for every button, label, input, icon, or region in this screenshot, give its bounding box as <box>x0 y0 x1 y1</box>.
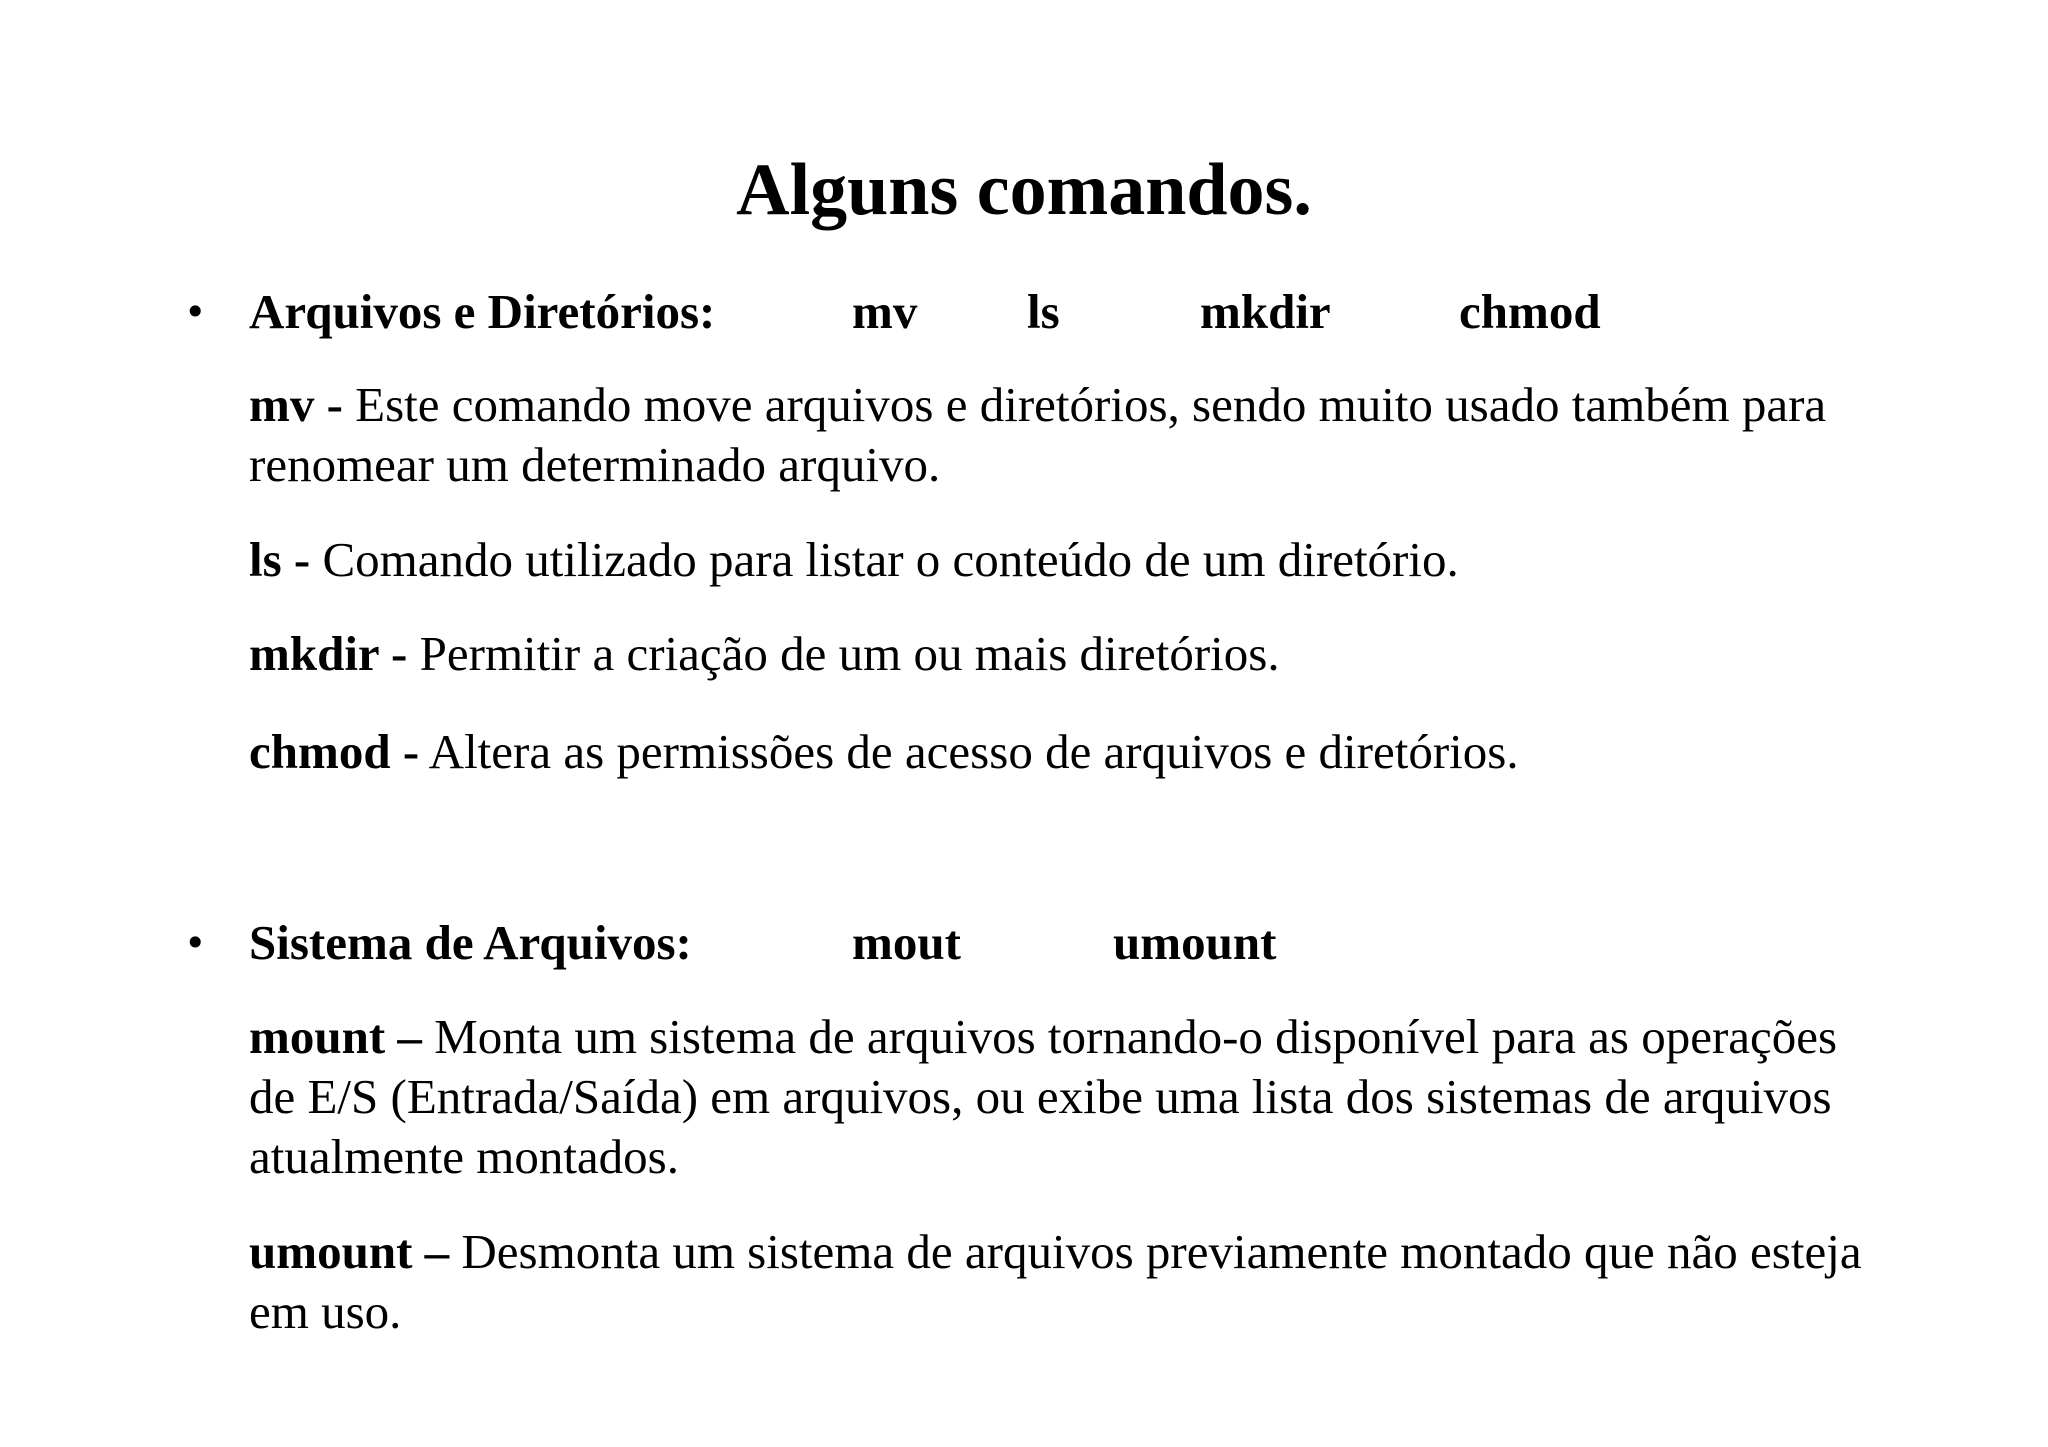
description-ls <box>249 530 1889 590</box>
bullet-dot-icon: • <box>184 921 207 965</box>
command-tag-chmod: chmod <box>1459 284 1601 339</box>
description-mount <box>249 1007 1889 1187</box>
slide-title: Alguns comandos. <box>736 149 1312 231</box>
command-name: mv - <box>249 377 343 432</box>
command-description: Este comando move arquivos e diretórios, sendo muito usado também para renomear um determinado arquivo. <box>249 377 1827 492</box>
bullet-sistema-arquivos <box>0 913 2048 973</box>
command-description: Comando utilizado para listar o conteúdo de um diretório. <box>310 532 1459 587</box>
description-chmod <box>249 722 1889 782</box>
command-tag-ls: ls <box>1027 284 1060 339</box>
command-tag-mv: mv <box>852 284 918 339</box>
command-name: ls - <box>249 532 311 587</box>
command-description: Altera as permissões de acesso de arquivos e diretórios. <box>419 724 1519 779</box>
command-name: mount – <box>249 1009 422 1064</box>
command-description: Desmonta um sistema de arquivos previamente montado que não esteja em uso. <box>249 1224 1862 1339</box>
command-name: mkdir - <box>249 626 408 681</box>
command-tag-umount: umount <box>1113 915 1277 970</box>
bullet-arquivos-diretorios <box>0 282 2048 342</box>
command-name: umount – <box>249 1224 450 1279</box>
section-heading-arquivos: Arquivos e Diretórios: <box>249 284 716 339</box>
section-heading-sistema: Sistema de Arquivos: <box>249 915 692 970</box>
description-mkdir <box>249 624 1889 684</box>
bullet-dot-icon: • <box>184 290 207 334</box>
description-mv <box>249 375 1889 495</box>
command-tag-mout: mout <box>852 915 961 970</box>
description-umount <box>249 1222 1889 1342</box>
command-description: Permitir a criação de um ou mais diretórios. <box>407 626 1280 681</box>
command-tag-mkdir: mkdir <box>1200 284 1331 339</box>
command-name: chmod - <box>249 724 420 779</box>
command-description: Monta um sistema de arquivos tornando-o disponível para as operações de E/S (Entrada/Saída) em arquivos, ou exibe uma lista dos sistemas de arquivos atualmente montados. <box>249 1009 1838 1184</box>
